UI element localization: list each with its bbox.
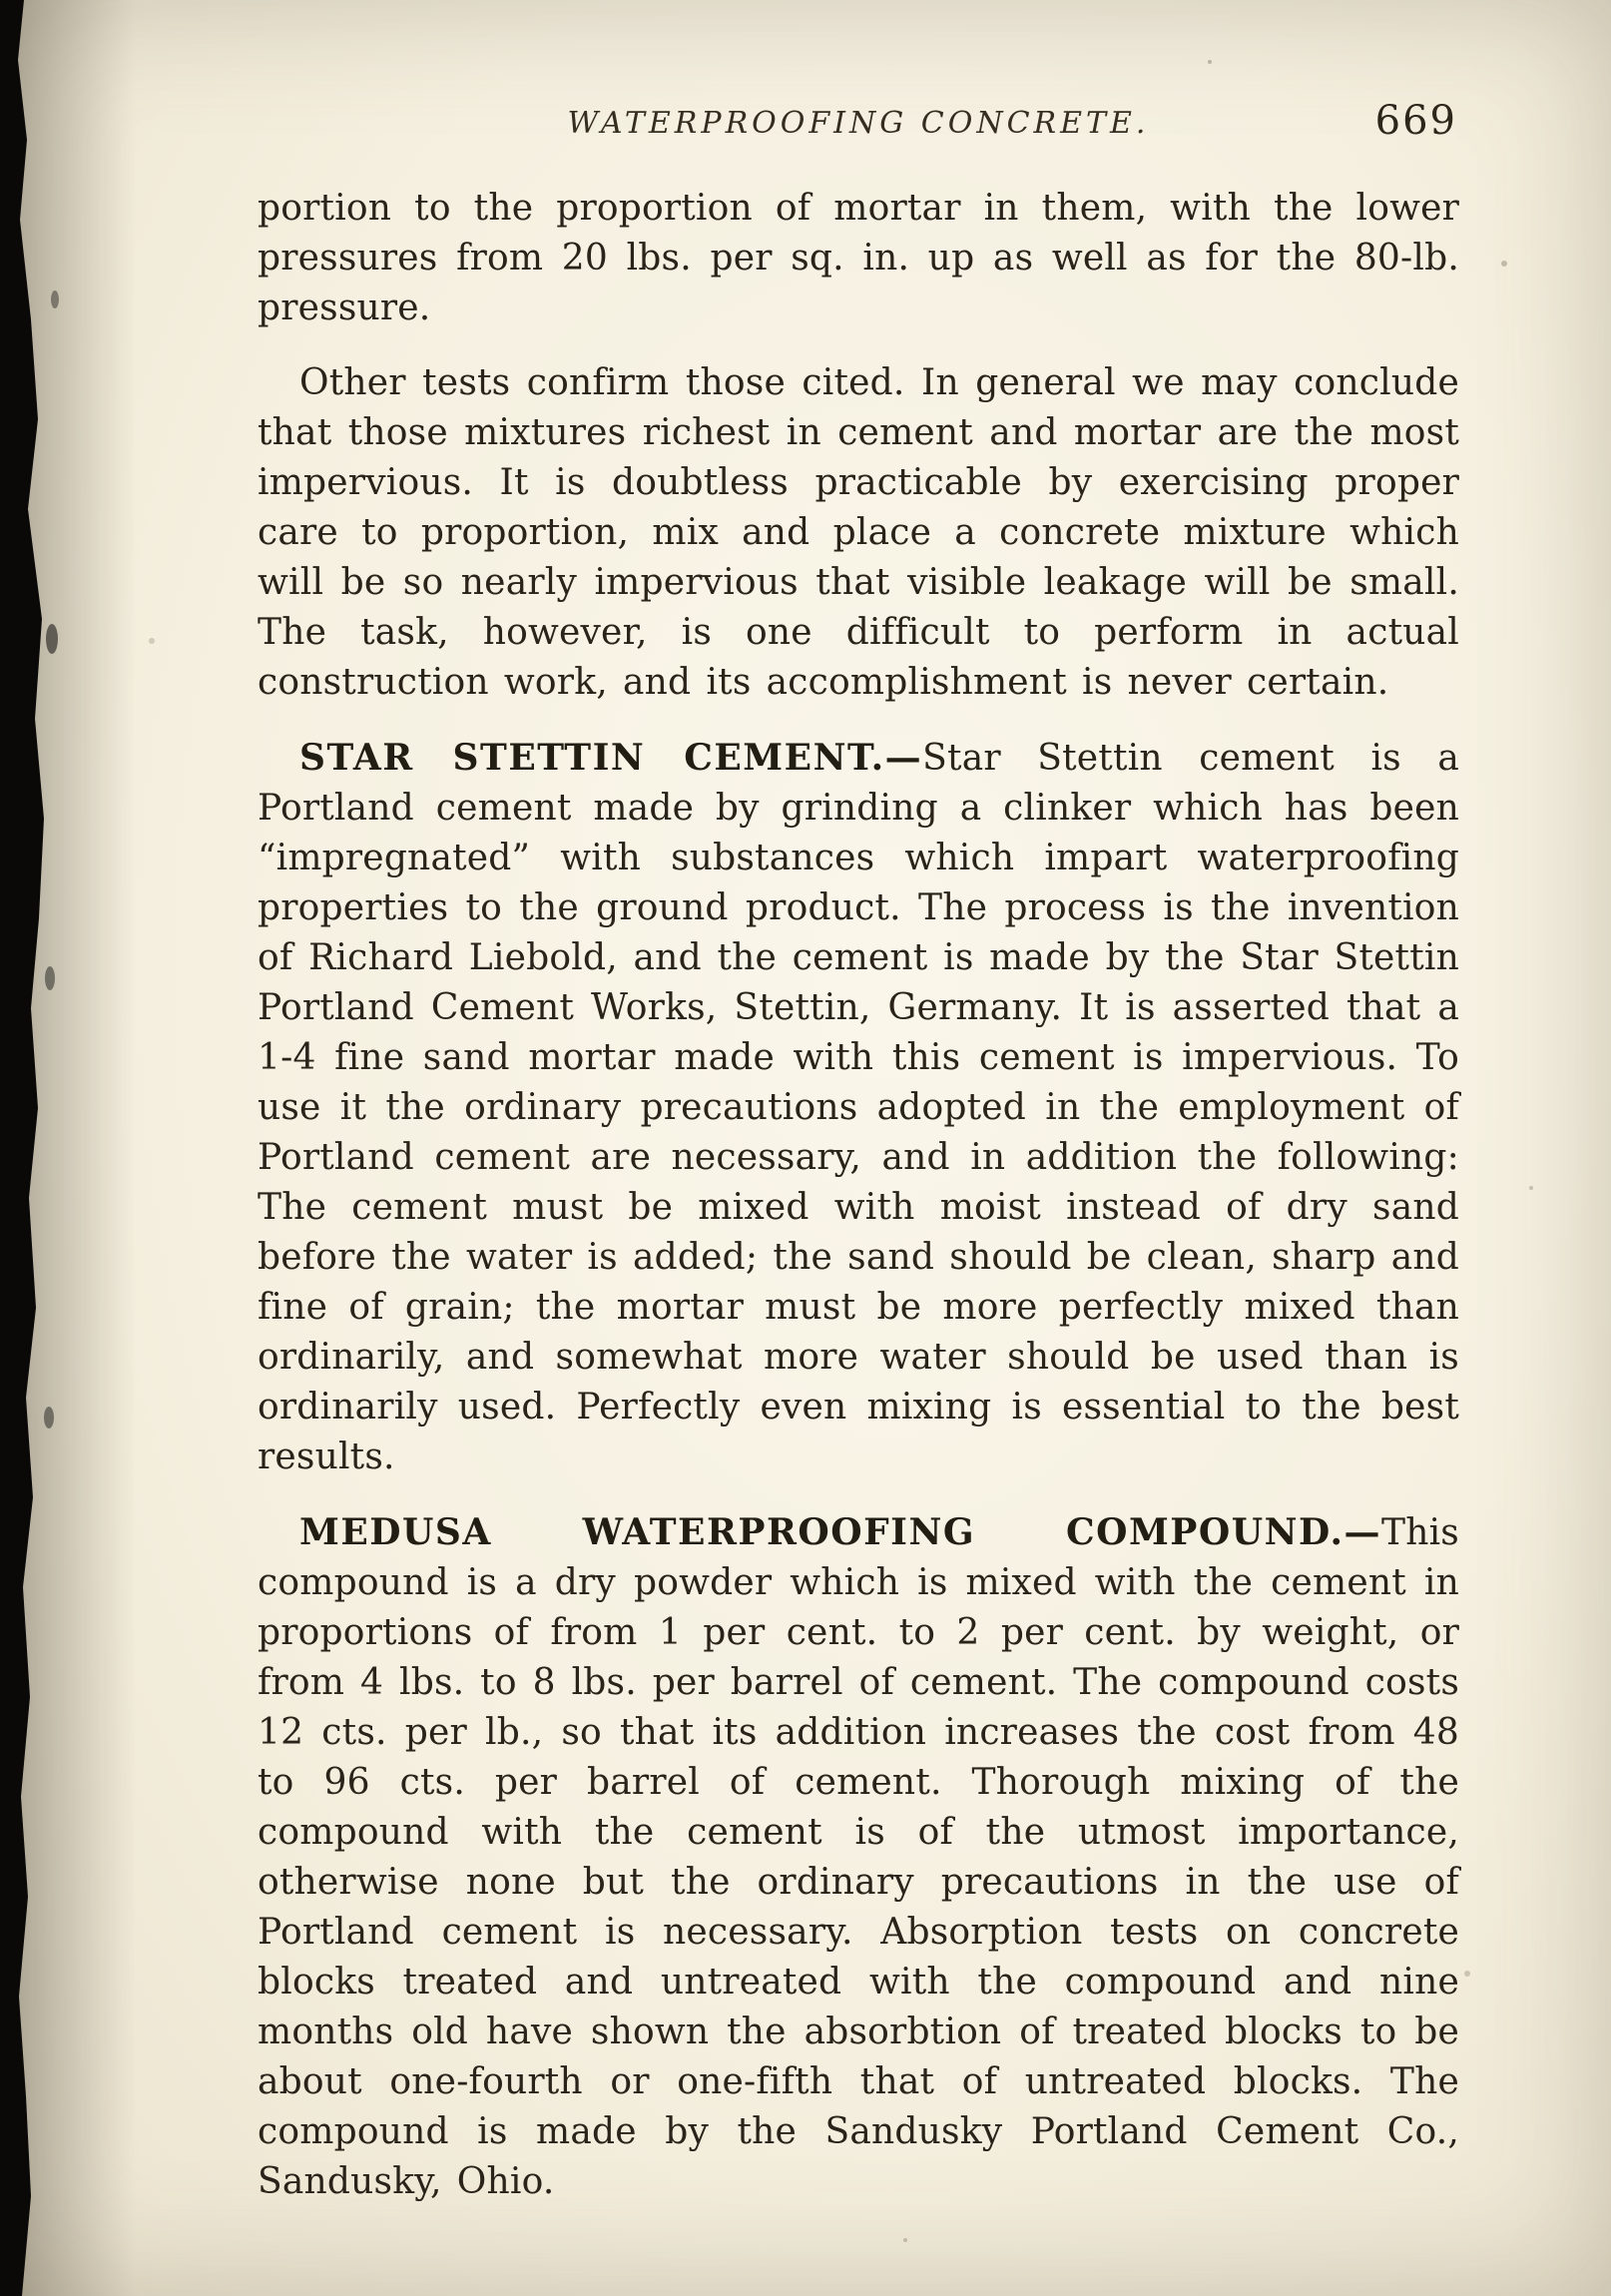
paragraph [258, 1507, 1459, 2207]
section-heading-star-stettin-cement: STAR STETTIN CEMENT.— [299, 737, 923, 779]
paragraph-body: Other tests confirm those cited. In general we may conclude that those mixtures richest in cement and mortar are the most impervious. It is doubtless practicable by exercising proper care to proportion, mix and place a concrete mixture which will be so nearly impervious that visible leakage will be small. The task, however, is one difficult to perform in actual construction work, and its accomplishment is never certain. [258, 362, 1459, 703]
paragraph-body: portion to the proportion of mortar in them, with the lower pressures from 20 lbs. per sq. in. up as well as for the 80-lb. pressure. [258, 188, 1459, 328]
paragraph-body: This compound is a dry powder which is mixed with the cement in proportions of from 1 per cent. to 2 per cent. by weight, or from 4 lbs. to 8 lbs. per barrel of cement. The compound costs 12 cts. per lb., so that its addition increases the cost from 48 to 96 cts. per barrel of cement. Thorough mixing of the compound with the cement is of the utmost importance, otherwise none but the ordinary precautions in the use of Portland cement is necessary. Absorption tests on concrete blocks treated and untreated with the compound and nine months old have shown the absorbtion of treated blocks to be about one-fourth or one-fifth that of untreated blocks. The compound is made by the Sandusky Portland Cement Co., Sandusky, Ohio. [258, 1512, 1459, 2202]
paragraph [258, 184, 1459, 333]
scan-edge [0, 0, 70, 2296]
page-content [258, 98, 1459, 2207]
page-title: WATERPROOFING CONCRETE. [567, 106, 1150, 141]
paragraph [258, 358, 1459, 708]
paragraph [258, 733, 1459, 1482]
section-heading-medusa-waterproofing-compound: MEDUSA WATERPROOFING COMPOUND.— [299, 1511, 1381, 1553]
page-number: 669 [1374, 98, 1457, 144]
paragraph-body: Star Stettin cement is a Portland cement made by grinding a clinker which has been “impregnated” with substances which impart waterproofing properties to the ground product. The process is the invention of Richard Liebold, and the cement is made by the Star Stettin Portland Cement Works, Stettin, Germany. It is asserted that a 1-4 fine sand mortar made with this cement is impervious. To use it the ordinary precautions adopted in the employment of Portland cement are necessary, and in addition the following: The cement must be mixed with moist instead of dry sand before the water is added; the sand should be clean, sharp and fine of grain; the mortar must be more perfectly mixed than ordinarily, and somewhat more water should be used than is ordinarily used. Perfectly even mixing is essential to the best results. [258, 738, 1459, 1477]
running-header [258, 98, 1459, 150]
body-text [258, 184, 1459, 2207]
scan-speckles [0, 0, 4, 4]
